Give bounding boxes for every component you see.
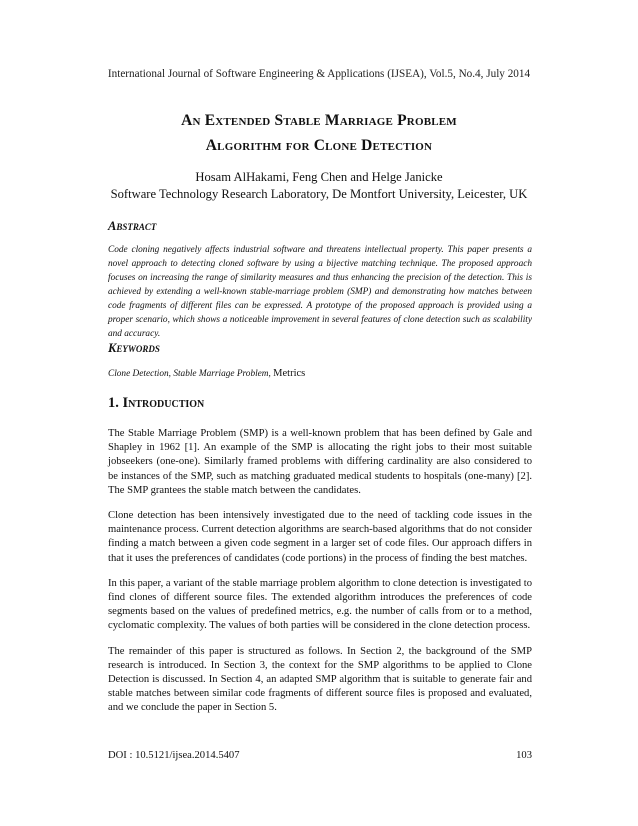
introduction-body — [108, 427, 532, 727]
intro-paragraph-4: The remainder of this paper is structured as follows. In Section 2, the background of the SMP research is introduced. In Section 3, the context for the SMP algorithms to be applied to Clone Detection is discussed. In Section 4, an adapted SMP algorithm that is suitable to generate fair and stable matches between similar code fragments of different source files is proposed and evaluated, and we conclude the paper in Section 5. — [108, 645, 532, 714]
journal-header: International Journal of Software Engineering & Applications (IJSEA), Vol.5, No.4, July 2014 — [107, 68, 531, 80]
paper-title — [0, 108, 638, 158]
author-names: Hosam AlHakami, Feng Chen and Helge Janicke — [195, 170, 443, 184]
author-affiliation: Software Technology Research Laboratory, De Montfort University, Leicester, UK — [110, 187, 528, 201]
abstract-text: Code cloning negatively affects industrial software and threatens intellectual property. This paper presents a novel approach to detecting cloned software by using a bijective matching technique. The proposed approach focuses on increasing the range of similarity measures and thus enhancing the precision of the detection. This is achieved by extending a well-known stable-marriage problem (SMP) and demonstrating how matches between code fragments of different files can be expressed. A prototype of the proposed approach is provided using a proper scenario, which shows a noticeable improvement in several features of clone detection such as scalability and accuracy. — [108, 245, 532, 339]
doi-text: DOI : 10.5121/ijsea.2014.5407 — [108, 750, 240, 761]
author-block — [0, 169, 638, 203]
title-line-2: Algorithm for Clone Detection — [205, 137, 433, 154]
page-footer — [108, 750, 532, 761]
intro-paragraph-3: In this paper, a variant of the stable marriage problem algorithm to clone detection is investigated to find clones of different source files. The extended algorithm introduces the preferences of code segments based on the values of predefined metrics, e.g. the number of calls from or to a method, cyclomatic complexity. The values of both parties will be considered in the clone detection process. — [108, 577, 532, 632]
introduction-heading: 1. Introduction — [108, 395, 205, 411]
page-number: 103 — [516, 750, 532, 761]
keywords-last: Metrics — [273, 368, 306, 379]
intro-paragraph-2: Clone detection has been intensively investigated due to the need of tackling code issues in the maintenance process. Current detection algorithms are search-based algorithms that do not consider finding a match between a given code segment in a larger set of code files. Our approach differs in that it uses the preferences of candidates (code portions) in the process of finding the best matches. — [108, 510, 532, 564]
keywords-heading: Keywords — [108, 341, 160, 355]
keywords-text — [108, 368, 532, 379]
title-line-1: An Extended Stable Marriage Problem — [181, 112, 457, 129]
keywords-list: Clone Detection, Stable Marriage Problem, — [108, 369, 271, 379]
abstract-heading: Abstract — [108, 219, 157, 233]
intro-paragraph-1: The Stable Marriage Problem (SMP) is a well-known problem that has been defined by Gale and Shapley in 1962 [1]. An example of the SMP is allocating the right jobs to their most suitable jobseekers (one-one). Similarly framed problems with differing cardinality are also considered to be instances of the SMP, such as matching graduated medical students to hospitals (one-many) [2]. The SMP grantees the stable match between the candidates. — [108, 428, 532, 496]
